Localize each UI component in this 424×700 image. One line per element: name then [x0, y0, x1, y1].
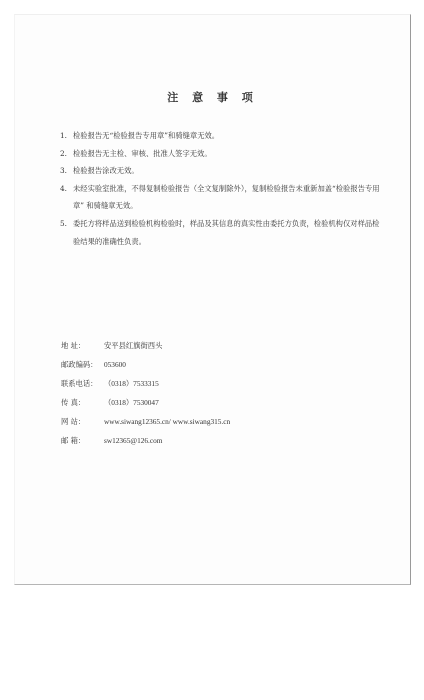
note-text: 检验报告无主检、审核、批准人签字无效。 [73, 148, 212, 158]
phone-row [61, 374, 230, 393]
note-text: 检验报告涂改无效。 [73, 166, 139, 176]
note-item [60, 162, 380, 180]
note-number: 2. [60, 148, 67, 158]
address-value: 安平县红旗街西头 [104, 341, 163, 350]
note-number: 4. [60, 183, 67, 193]
website-value: www.siwang12365.cn/ www.siwang315.cn [104, 417, 231, 426]
note-number: 1. [60, 131, 67, 140]
note-text: 委托方将样品送到检验机构检验时，样品及其信息的真实性由委托方负责，检验机构仅对样品检验结果的准确性负责。 [73, 218, 380, 246]
fax-row [61, 393, 230, 412]
postcode-row [61, 355, 230, 374]
note-item [60, 127, 380, 145]
fax-label: 传 真： [61, 398, 86, 407]
address-row [61, 336, 230, 355]
note-item [60, 180, 380, 215]
contact-block [61, 336, 230, 450]
email-row [61, 431, 230, 450]
notes-list [60, 127, 380, 250]
postcode-label: 邮政编码： [61, 360, 98, 369]
note-item [60, 215, 380, 250]
page-title: 注 意 事 项 [167, 91, 258, 104]
email-value: sw12365@126.com [104, 436, 163, 445]
note-text: 未经实验室批准，不得复制检验报告（全文复制除外），复制检验报告未重新加盖“检验报告专用章” 和骑缝章无效。 [73, 183, 380, 211]
phone-label: 联系电话： [61, 379, 98, 388]
postcode-value: 053600 [104, 360, 126, 369]
report-page [14, 14, 411, 585]
website-label: 网 站： [61, 417, 86, 426]
note-number: 5. [60, 218, 67, 228]
website-row [61, 412, 230, 431]
note-number: 3. [60, 166, 67, 176]
note-text: 检验报告无“检验报告专用章”和骑缝章无效。 [73, 131, 220, 140]
address-label: 地 址： [61, 341, 86, 350]
email-label: 邮 箱： [61, 436, 86, 445]
phone-value: （0318）7533315 [104, 379, 159, 388]
note-item [60, 145, 380, 163]
fax-value: （0318）7530047 [104, 398, 159, 407]
